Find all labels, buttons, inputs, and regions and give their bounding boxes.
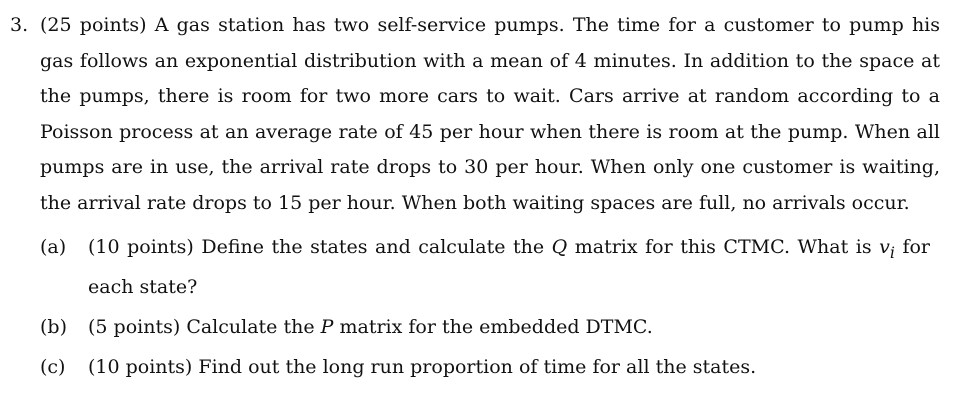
part-c [40, 350, 930, 385]
part-text: matrix for the embedded DTMC. [339, 315, 653, 338]
problem-3 [10, 8, 940, 221]
part-text: matrix for this CTMC. What is [574, 236, 872, 258]
part-b [40, 310, 930, 345]
problem-text: A gas station has two self-service pumps. The time for a customer to pump his gas follows an exponential distribution with a mean of 4 minutes. In addition to the space at the pumps, there is room for two more cars to wait. Cars arrive at random according to a Poisson process at an average rate of 45 per hour when there is room at the pump. When all pumps are in use, the arrival rate drops to 30 per hour. When only one customer is waiting, the arrival rate drops to 15 per hour. When both waiting spaces are full, no arrivals occur. [40, 14, 941, 214]
part-text: Find out the long run proportion of time for all the states. [198, 355, 757, 378]
problem-number: 3. [10, 14, 29, 36]
part-a [40, 230, 930, 305]
p-matrix-symbol: P [320, 315, 334, 338]
part-text: for each state? [88, 236, 931, 298]
part-points: (10 points) [88, 236, 194, 258]
q-matrix-symbol: Q [551, 236, 568, 258]
part-label: (b) [40, 315, 67, 338]
problem-statement [10, 8, 940, 221]
part-label: (c) [40, 355, 66, 378]
part-text: Calculate the [186, 315, 315, 338]
problem-parts [40, 230, 930, 390]
part-points: (5 points) [88, 315, 181, 338]
v-symbol: v [879, 236, 890, 258]
part-label: (a) [40, 236, 67, 258]
problem-points: (25 points) [40, 14, 147, 36]
part-points: (10 points) [88, 355, 193, 378]
i-subscript: i [889, 242, 895, 262]
part-text: Define the states and calculate the [201, 236, 545, 258]
